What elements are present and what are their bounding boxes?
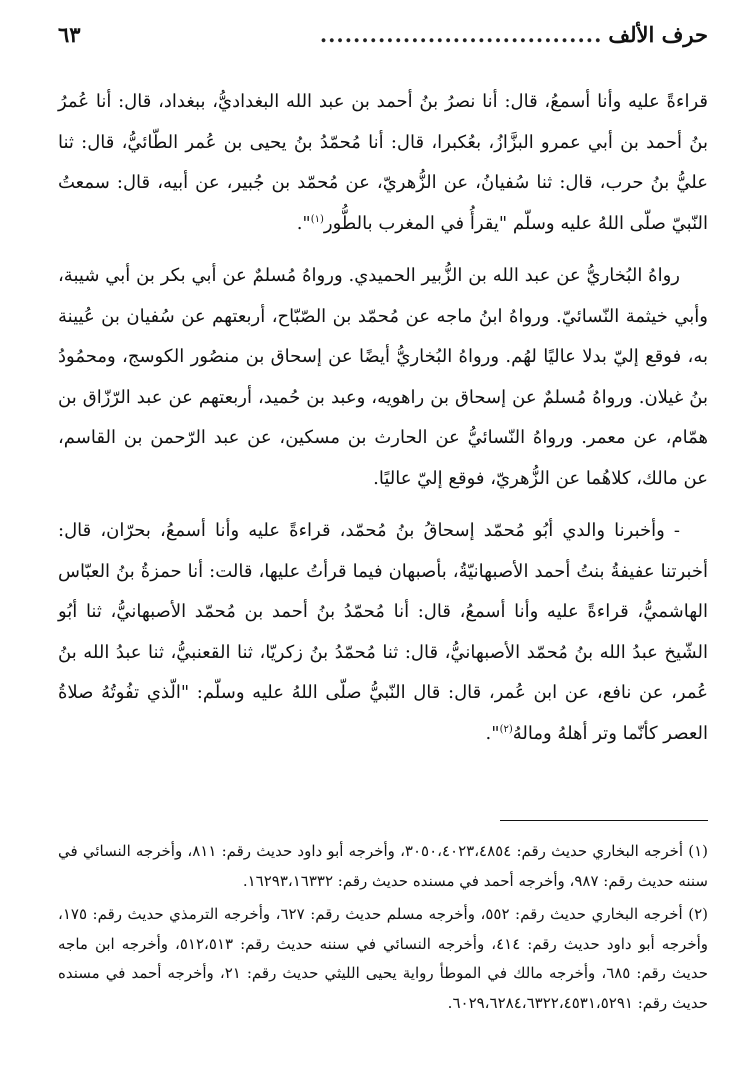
- running-header: [58, 22, 708, 68]
- main-text: [58, 82, 708, 754]
- chapter-title: حرف الألف: [608, 22, 708, 47]
- footnote-2: (٢) أخرجه البخاري حديث رقم: ٥٥٢، وأخرجه مسلم حديث رقم: ٦٢٧، وأخرجه الترمذي حديث رقم: ١٧٥، وأخرجه أبو داود حديث رقم: ٤١٤، وأخرجه النسائي في سننه حديث رقم: ٥١٢،٥١٣، وأخرجه ابن ماجه حديث رقم: ٦٨٥، وأخرجه مالك في الموطأ رواية يحيى الليثي حديث رقم: ٢١، وأخرجه أحمد في مسنده حديث رقم: ٦٠٢٩،٦٢٨٤،٦٣٢٢،٤٥٣١،٥٢٩١.: [58, 905, 708, 1012]
- paragraph-text: قراءةً عليه وأنا أسمعُ، قال: أنا نصرُ بنُ أحمد بن عبد الله البغداديُّ، ببغداد، قال: أنا عُمرُ بنُ أحمد بن أبي عمرو البزَّازُ، بعُكبرا، قال: أنا مُحمّدُ بنُ يحيى بن عُمر الطّائيُّ، قال: ثنا عليُّ بنُ حرب، قال: ثنا سُفيانُ، عن الزُّهريّ، عن مُحمّد بن جُبير، عن أبيه، قال: سمعتُ النّبيّ صلّى اللهُ عليه وسلّم "يقرأُ في المغرب بالطُّور: [58, 91, 708, 234]
- footnote-ref-1[interactable]: (١): [310, 213, 324, 225]
- paragraph-tail: ".: [296, 212, 311, 234]
- paragraph-second-hadith: [58, 511, 708, 754]
- page-number: ٦٣: [58, 22, 81, 47]
- paragraph-text: رواهُ البُخاريُّ عن عبد الله بن الزُّبير الحميدي. ورواهُ مُسلمٌ عن أبي بكر بن أبي شيبة، وأبي خيثمة النّسائيّ. ورواهُ ابنُ ماجه عن مُحمّد بن الصّبّاح، أربعتهم عن سُفيان بن عُيينة به، فوقع إليّ بدلا عاليًا لهُم. ورواهُ البُخاريُّ أيضًا عن إسحاق بن منصُور الكوسج، ومحمُودُ بنُ غيلان. ورواهُ مُسلمٌ عن إسحاق بن راهويه، وعبد بن حُميد، أربعتهم عن عبد الرّزّاق بن همّام، عن معمر. ورواهُ النّسائيُّ عن الحارث بن مسكين، عن عبد الرّحمن بن القاسم، عن مالك، كلاهُما عن الزُّهريّ، فوقع إليّ عاليًا.: [58, 265, 708, 489]
- footnote-1: (١) أخرجه البخاري حديث رقم: ٣٠٥٠،٤٠٢٣،٤٨٥٤، وأخرجه أبو داود حديث رقم: ٨١١، وأخرجه النسائي في سننه حديث رقم: ٩٨٧، وأخرجه أحمد في مسنده حديث رقم: ١٦٢٩٣،١٦٣٣٢.: [58, 842, 708, 890]
- footnote-ref-2[interactable]: (٢): [499, 723, 513, 735]
- book-page: [58, 22, 708, 1062]
- paragraph-takhrij: [58, 256, 708, 499]
- paragraph-isnad: [58, 82, 708, 244]
- paragraph-text: - وأخبرنا والدي أبُو مُحمّد إسحاقُ بنُ مُحمّد، قراءةً عليه وأنا أسمعُ، بحرّان، قال: أخبرتنا عفيفةُ بنتُ أحمد الأصبهانيّةُ، بأصبهان فيما قرأتُ عليها، قالت: أنا حمزةُ بنُ العبّاس الهاشميُّ، قراءةً عليه وأنا أسمعُ، قال: أنا مُحمّدُ بنُ أحمد بن مُحمّد الأصبهانيُّ، ثنا أبُو الشّيخ عبدُ الله بنُ مُحمّد الأصبهانيُّ، قال: ثنا مُحمّدُ بنُ زكريّا، ثنا القعنبيُّ، ثنا عبدُ الله بنُ عُمر، عن نافع، عن ابن عُمر، قال: قال النّبيُّ صلّى اللهُ عليه وسلّم: "الّذي تفُوتُهُ صلاةُ العصر كأنّما وتر أهلهُ ومالهُ: [58, 520, 708, 744]
- footnotes: [58, 837, 708, 1022]
- header-leader-dots: ..................................: [319, 22, 603, 47]
- paragraph-tail: ".: [485, 722, 500, 744]
- footnote-separator: [500, 820, 708, 821]
